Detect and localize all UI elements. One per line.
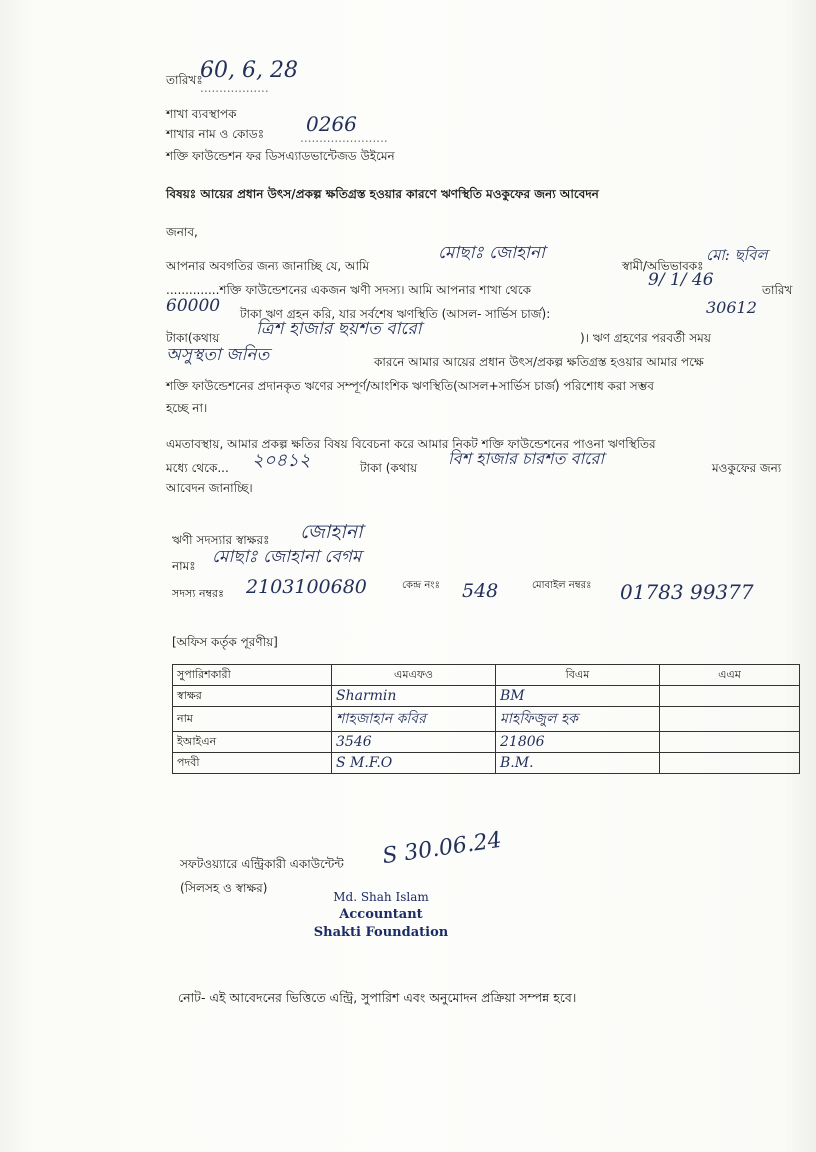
member-signature-label: ঋণী সদস্যার স্বাক্ষরঃ <box>172 533 270 547</box>
body-text: আবেদন জানাচ্ছি। <box>166 481 253 495</box>
bm-ein: 21806 <box>496 732 660 753</box>
body-text: স্বামী/অভিভাবকঃ <box>622 259 704 273</box>
waiver-words-handwritten: বিশ হাজার চারশত বারো <box>448 449 604 468</box>
recipient-title: শাখা ব্যবস্থাপক <box>166 107 237 121</box>
body-text: টাকা (কথায় <box>360 461 418 475</box>
seal-title: Accountant <box>339 907 423 922</box>
body-text: টাকা ঋণ গ্রহন করি, যার সর্বশেষ ঋণস্থিতি (আসল- সার্ভিস চার্জ): <box>240 307 551 321</box>
waiver-amount-handwritten: ২০৪১২ <box>252 450 311 471</box>
branch-code: 0266 <box>306 112 357 136</box>
organization-line: শক্তি ফাউন্ডেশন ফর ডিসএ্যাডভান্টেজড উইমেন <box>166 149 395 163</box>
table-row <box>173 686 800 707</box>
table-row <box>173 732 800 753</box>
member-number-value: 2103100680 <box>246 576 367 598</box>
member-number-label: সদস্য নম্বরঃ <box>172 587 224 600</box>
footer-note: নোট- এই আবেদনের ভিত্তিতে এন্ট্রি, সুপারিশ এবং অনুমোদন প্রক্রিয়া সম্পন্ন হবে। <box>178 990 577 1005</box>
body-text: ..............শক্তি ফাউন্ডেশনের একজন ঋণী সদস্য। আমি আপনার শাখা থেকে <box>166 283 532 297</box>
loan-amount-handwritten: 60000 <box>166 296 221 316</box>
date-label: তারিখঃ <box>166 73 203 87</box>
am-name <box>660 707 800 732</box>
body-text: )। ঋণ গ্রহণের পরবর্তী সময় <box>580 331 711 345</box>
mfo-ein: 3546 <box>332 732 496 753</box>
reason-handwritten: অসুস্থতা জনিত <box>166 345 270 365</box>
center-value: 548 <box>462 580 499 602</box>
bm-designation: B.M. <box>496 753 660 774</box>
body-text: তারিখ <box>762 283 793 297</box>
table-header-row <box>173 665 800 686</box>
accountant-label: সফটওয়্যারে এন্ট্রিকারী একাউন্টেন্ট <box>180 857 344 871</box>
table-header: এমএফও <box>332 665 496 686</box>
member-name-value: মোছাঃ জোহানা বেগম <box>212 547 362 567</box>
body-text: মধ্যে থেকে... <box>166 461 229 475</box>
bm-name: মাহফিজুল হক <box>496 707 660 732</box>
accountant-signature: S 30.06.24 <box>380 827 504 870</box>
row-label: স্বাক্ষর <box>173 686 332 707</box>
accountant-seal <box>296 888 466 942</box>
salutation: জনাব, <box>166 225 198 239</box>
body-text: টাকা(কথায় <box>166 331 220 345</box>
date-dots: .................. <box>200 81 269 95</box>
body-text: মওকুফের জন্য <box>712 461 782 475</box>
member-signature: জোহানা <box>300 521 363 543</box>
center-label: কেন্দ্র নংঃ <box>402 580 440 591</box>
seal-organization: Shakti Foundation <box>313 925 449 940</box>
date-value: 60, 6, 28 <box>200 58 298 83</box>
body-text: কারনে আমার আয়ের প্রধান উৎস/প্রকল্প ক্ষতিগ্রস্ত হওয়ার আমার পক্ষে <box>374 355 704 369</box>
row-label: পদবী <box>173 753 332 774</box>
seal-name: Md. Shah Islam <box>333 890 429 904</box>
balance-handwritten: 30612 <box>706 298 757 317</box>
bm-signature: BM <box>496 686 660 707</box>
applicant-name-handwritten: মোছাঃ জোহানা <box>438 243 545 263</box>
am-signature <box>660 686 800 707</box>
subject-line: বিষয়ঃ আয়ের প্রধান উৎস/প্রকল্প ক্ষতিগ্রস্ত হওয়ার কারণে ঋণস্থিতি মওকুফের জন্য আবেদন <box>166 187 599 201</box>
guardian-handwritten: মো: ছবিল <box>706 246 768 264</box>
mfo-signature: Sharmin <box>332 686 496 707</box>
balance-words-handwritten: ত্রিশ হাজার ছয়শত বারো <box>256 319 422 339</box>
branch-label: শাখার নাম ও কোডঃ <box>166 127 265 141</box>
body-text: এমতাবস্থায়, আমার প্রকল্প ক্ষতির বিষয় বিবেচনা করে আমার নিকট শক্তি ফাউন্ডেশনের পাওনা ঋণস্থিতির <box>166 437 656 451</box>
body-text: আপনার অবগতির জন্য জানাচ্ছি যে, আমি <box>166 259 370 273</box>
mfo-name: শাহজাহান কবির <box>332 707 496 732</box>
mfo-designation: S M.F.O <box>332 753 496 774</box>
table-header: বিএম <box>496 665 660 686</box>
branch-dots: ....................... <box>300 131 388 145</box>
accountant-sublabel: (সিলসহ ও স্বাক্ষর) <box>180 881 268 895</box>
row-label: নাম <box>173 707 332 732</box>
loan-date-handwritten: 9/ 1/ 46 <box>648 270 714 290</box>
office-heading: [অফিস কর্তৃক পূরণীয়] <box>172 635 278 649</box>
body-text: শক্তি ফাউন্ডেশনের প্রদানকৃত ঋণের সম্পূর্ণ/আংশিক ঋণস্থিতি(আসল+সার্ভিস চার্জ) পরিশোধ করা সম্ভব <box>166 379 654 393</box>
table-header: এএম <box>660 665 800 686</box>
row-label: ইআইএন <box>173 732 332 753</box>
am-ein <box>660 732 800 753</box>
am-designation <box>660 753 800 774</box>
table-row <box>173 753 800 774</box>
member-name-label: নামঃ <box>172 559 196 573</box>
recommendation-table <box>172 664 800 774</box>
table-row <box>173 707 800 732</box>
body-text: হচ্ছে না। <box>166 401 208 415</box>
mobile-value: 01783 99377 <box>620 580 754 604</box>
table-header: সুপারিশকারী <box>173 665 332 686</box>
mobile-label: মোবাইল নম্বরঃ <box>532 580 592 591</box>
